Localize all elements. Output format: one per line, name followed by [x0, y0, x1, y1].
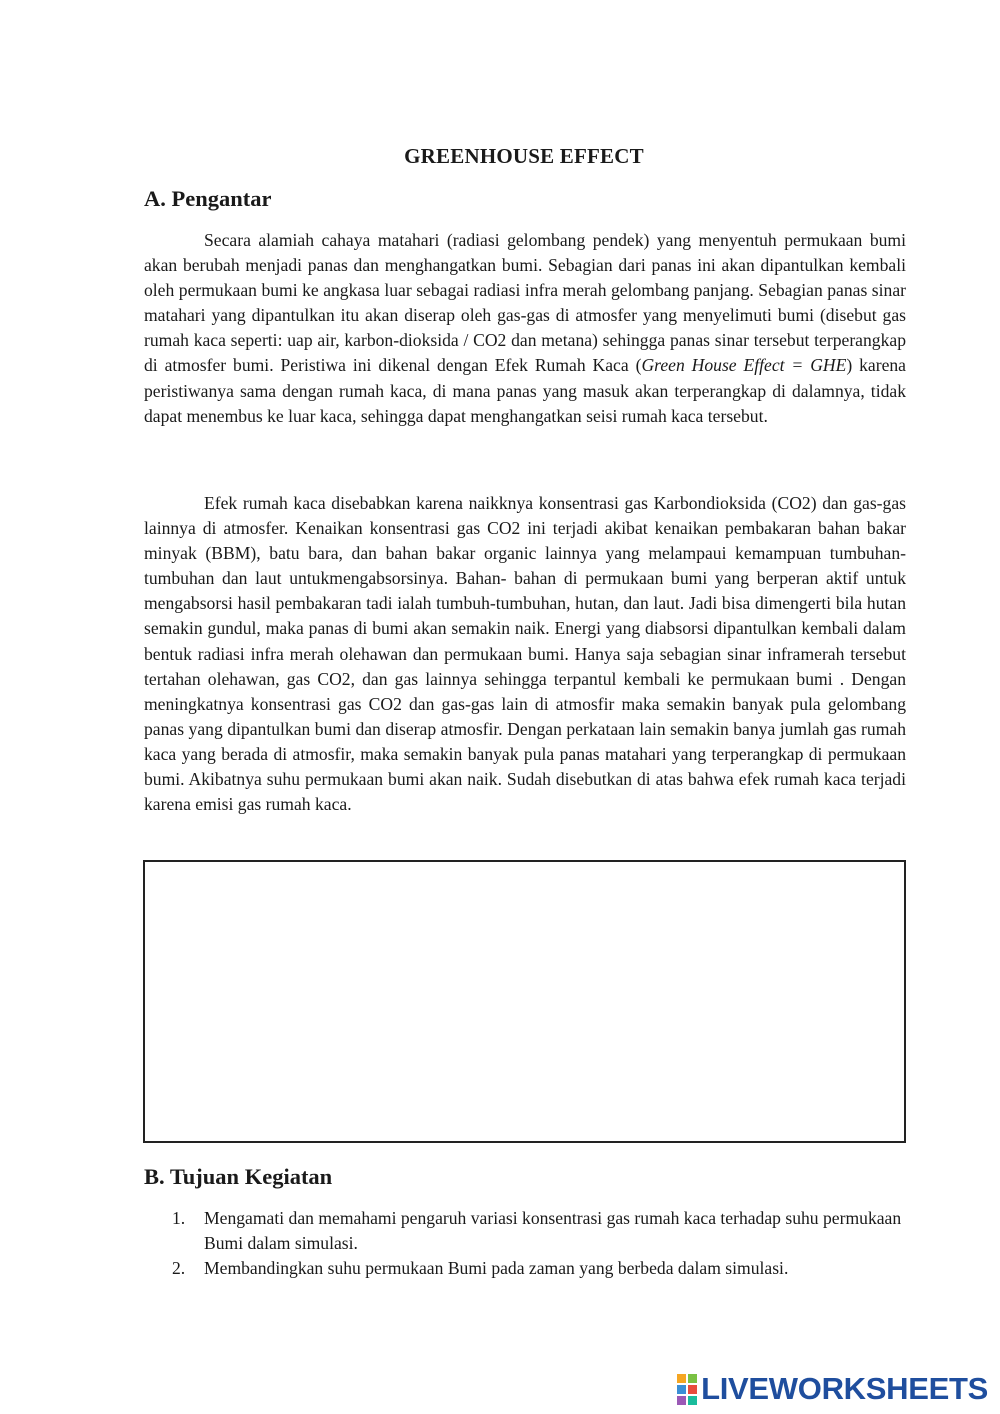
logo-square	[688, 1396, 697, 1405]
intro-paragraph-1-text-b: ) karena peristiwanya sama dengan rumah kaca, di mana panas yang masuk akan terperangkap di dalamnya, tidak dapat menembus ke luar kaca, sehingga dapat menghangatkan seisi rumah kaca tersebut.	[144, 355, 906, 426]
list-item-text: Mengamati dan memahami pengaruh variasi konsentrasi gas rumah kaca terhadap suhu permukaan Bumi dalam simulasi.	[204, 1208, 902, 1253]
simulation-embed-box[interactable]	[143, 860, 906, 1143]
list-item-number: 2.	[172, 1258, 186, 1278]
objectives-list	[144, 1206, 906, 1281]
liveworksheets-logo[interactable]	[677, 1372, 988, 1406]
logo-square	[677, 1396, 686, 1405]
list-item	[144, 1256, 906, 1281]
logo-square	[677, 1374, 686, 1383]
intro-paragraph-1-text-a: Secara alamiah cahaya matahari (radiasi gelombang pendek) yang menyentuh permukaan bumi akan berubah menjadi panas dan menghangatkan bumi. Sebagian dari panas ini akan dipantulkan kembali oleh permukaan bumi ke angkasa luar sebagai radiasi infra merah gelombang panjang. Sebagian panas sinar matahari yang dipantulkan itu akan diserap oleh gas-gas di atmosfer yang menyelimuti bumi (disebut gas rumah kaca seperti: uap air, karbon-dioksida / CO2 dan metana) sehingga panas sinar tersebut terperangkap di atmosfer bumi. Peristiwa ini dikenal dengan Efek Rumah Kaca (	[144, 230, 906, 376]
intro-paragraph-2: Efek rumah kaca disebabkan karena naikknya konsentrasi gas Karbondioksida (CO2) dan gas-gas lainnya di atmosfer. Kenaikan konsentrasi gas CO2 ini terjadi akibat kenaikan pembakaran bahan bakar minyak (BBM), batu bara, dan bahan bakar organic lainnya yang melampaui kemampuan tumbuhan- tumbuhan dan laut untukmengabsorsinya. Bahan- bahan di permukaan bumi yang berperan aktif untuk mengabsorsi hasil pembakaran tadi ialah tumbuh-tumbuhan, hutan, dan laut. Jadi bisa dimengerti bila hutan semakin gundul, maka panas di bumi akan semakin naik. Energi yang diabsorsi dipantulkan kembali dalam bentuk radiasi infra merah olehawan dan permukaan bumi. Hanya saja sebagian sinar inframerah tersebut tertahan olehawan, gas CO2, dan gas lainnya sehingga terpantul kembali ke permukaan bumi . Dengan meningkatnya konsentrasi gas CO2 dan gas-gas lain di atmosfir maka semakin banyak pula gelombang panas yang dipantulkan bumi dan diserap atmosfir. Dengan perkataan lain semakin banya jumlah gas rumah kaca yang berada di atmosfir, maka semakin banyak pula panas matahari yang terperangkap di permukaan bumi. Akibatnya suhu permukaan bumi akan naik. Sudah disebutkan di atas bahwa efek rumah kaca terjadi karena emisi gas rumah kaca.	[144, 493, 906, 815]
page-title: GREENHOUSE EFFECT	[404, 144, 644, 168]
logo-square	[688, 1374, 697, 1383]
list-item	[144, 1206, 906, 1256]
intro-paragraph-1-italic: Green House Effect = GHE	[641, 355, 847, 376]
logo-text: LIVEWORKSHEETS	[701, 1371, 988, 1406]
logo-squares-icon	[677, 1374, 697, 1405]
section-heading-tujuan: B. Tujuan Kegiatan	[144, 1164, 333, 1189]
intro-paragraph-1	[144, 228, 906, 429]
logo-square	[677, 1385, 686, 1394]
list-item-text: Membandingkan suhu permukaan Bumi pada zaman yang berbeda dalam simulasi.	[204, 1258, 789, 1278]
list-item-number: 1.	[172, 1208, 186, 1228]
section-heading-pengantar: A. Pengantar	[144, 186, 272, 211]
logo-square	[688, 1385, 697, 1394]
